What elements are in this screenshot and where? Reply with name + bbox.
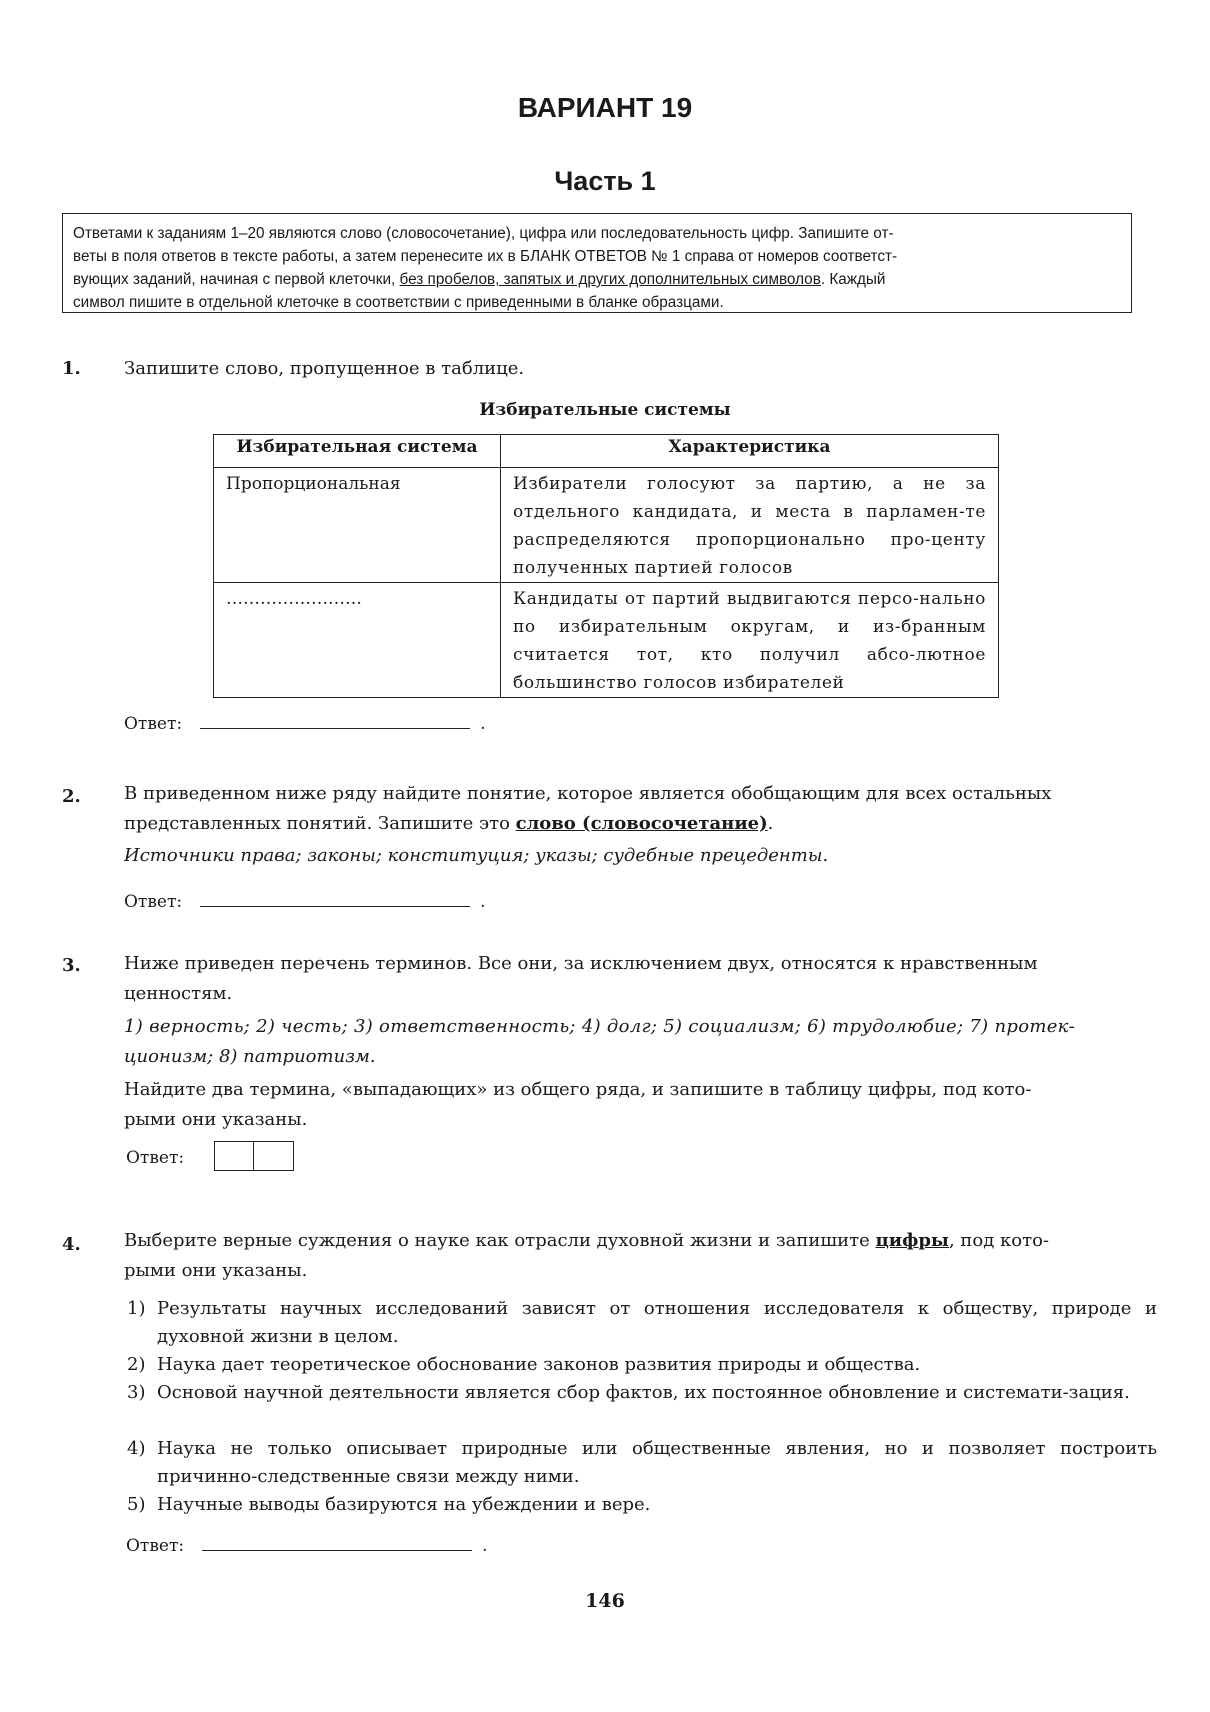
instructions-line: веты в поля ответов в тексте работы, а затем перенесите их в БЛАНК ОТВЕТОВ № 1 справа от номеров соответст- — [73, 248, 898, 265]
table-cell-system: Пропорциональная — [214, 468, 501, 583]
q3-terms: ционизм; 8) патриотизм. — [124, 1046, 376, 1067]
q1-number: 1. — [62, 358, 81, 379]
option-text: Наука не только описывает природные или общественные явления, но и позволяет построить причинно-следственные связи между ними. — [157, 1438, 1157, 1487]
option-text: Основой научной деятельности является сбор фактов, их постоянное обновление и системати-зация. — [157, 1382, 1130, 1403]
q3-task: Найдите два термина, «выпадающих» из общего ряда, и запишите в таблицу цифры, под кото- — [124, 1079, 1032, 1100]
list-item — [127, 1351, 1157, 1379]
q3-answer-boxes — [214, 1141, 294, 1176]
q2-answer — [124, 888, 486, 912]
list-item — [127, 1295, 1157, 1351]
answer-label: Ответ: — [124, 714, 183, 734]
option-number: 4) — [127, 1438, 146, 1459]
q1-answer — [124, 710, 486, 734]
answer-end: . — [480, 892, 486, 912]
q4-line: рыми они указаны. — [124, 1260, 308, 1281]
q2-line: В приведенном ниже ряду найдите понятие, которое является обобщающим для всех остальных — [124, 783, 1052, 804]
q2-emphasis: слово (словосочетание) — [515, 813, 768, 834]
option-number: 5) — [127, 1494, 146, 1515]
instructions-underlined: без пробелов, запятых и других дополнительных символов — [399, 271, 821, 288]
q1-table — [213, 434, 999, 698]
table-row — [214, 468, 999, 583]
instructions-box — [62, 213, 1132, 313]
q4-answer — [126, 1532, 488, 1556]
option-number: 1) — [127, 1298, 146, 1319]
q3-text — [124, 949, 1150, 1135]
q3-terms: 1) верность; 2) честь; 3) ответственность; 4) долг; 5) социализм; 6) трудолюбие; 7) протек- — [124, 1016, 1076, 1037]
q4-text-part: , под кото- — [948, 1230, 1050, 1251]
answer-label: Ответ: — [126, 1148, 185, 1168]
option-text: Наука дает теоретическое обоснование законов развития природы и общества. — [157, 1354, 921, 1375]
q3-number: 3. — [62, 955, 81, 976]
q4-answer-field[interactable] — [202, 1532, 472, 1551]
variant-title: ВАРИАНТ 19 — [517, 92, 693, 123]
table-cell-missing: …………………… — [214, 583, 501, 698]
answer-cell[interactable] — [214, 1141, 254, 1171]
q1-table-title: Избирательные системы — [479, 400, 731, 420]
instructions-line — [73, 268, 1121, 291]
table-header-cell: Характеристика — [501, 435, 999, 468]
q3-line: ценностям. — [124, 983, 233, 1004]
table-cell-description: Избиратели голосуют за партию, а не за отдельного кандидата, и места в парламен-те распределяются пропорционально про-центу полученных партией голосов — [501, 468, 999, 583]
q2-series: Источники права; законы; конституция; указы; судебные прецеденты. — [124, 845, 829, 866]
q2-text-part: представленных понятий. Запишите это — [124, 813, 516, 834]
q4-text-part: Выберите верные суждения о науке как отрасли духовной жизни и запишите — [124, 1230, 876, 1251]
q2-text — [124, 779, 1150, 871]
option-text: Научные выводы базируются на убеждении и вере. — [157, 1494, 651, 1515]
list-item — [127, 1491, 1157, 1519]
q3-task: рыми они указаны. — [124, 1109, 308, 1130]
answer-cell[interactable] — [254, 1141, 294, 1171]
option-number: 2) — [127, 1354, 146, 1375]
part-title: Часть 1 — [554, 166, 656, 196]
table-cell-description: Кандидаты от партий выдвигаются персо-нально по избирательным округам, и из-бранным считается тот, кто получил абсо-лютное большинство голосов избирателей — [501, 583, 999, 698]
instructions-text: . Каждый — [820, 271, 886, 288]
table-row — [214, 583, 999, 698]
q3-line: Ниже приведен перечень терминов. Все они, за исключением двух, относятся к нравственным — [124, 953, 1038, 974]
answer-end: . — [482, 1536, 488, 1556]
option-text: Результаты научных исследований зависят от отношения исследователя к обществу, природе и духовной жизни в целом. — [157, 1298, 1157, 1347]
q2-answer-field[interactable] — [200, 888, 470, 907]
instructions-line: символ пишите в отдельной клеточке в соответствии с приведенными в бланке образцами. — [73, 294, 724, 311]
answer-end: . — [480, 714, 486, 734]
list-item — [127, 1379, 1157, 1407]
page-number: 146 — [585, 1590, 625, 1612]
table-header-cell: Избирательная система — [214, 435, 501, 468]
q1-text: Запишите слово, пропущенное в таблице. — [124, 358, 525, 379]
q4-text — [124, 1226, 1150, 1286]
instructions-line: Ответами к заданиям 1–20 являются слово (словосочетание), цифра или последовательность цифр. Запишите от- — [73, 225, 894, 242]
table-header-row — [214, 435, 999, 468]
q2-text-part: . — [767, 813, 774, 834]
instructions-text: вующих заданий, начиная с первой клеточки, — [73, 271, 400, 288]
answer-label: Ответ: — [126, 1536, 185, 1556]
q2-number: 2. — [62, 786, 81, 807]
q3-answer — [126, 1141, 294, 1176]
list-item — [127, 1435, 1157, 1491]
q4-emphasis: цифры — [875, 1230, 949, 1251]
q4-number: 4. — [62, 1234, 81, 1255]
answer-label: Ответ: — [124, 892, 183, 912]
q4-line — [124, 1226, 1150, 1256]
q1-answer-field[interactable] — [200, 710, 470, 729]
q2-line — [124, 809, 1150, 839]
option-number: 3) — [127, 1382, 146, 1403]
